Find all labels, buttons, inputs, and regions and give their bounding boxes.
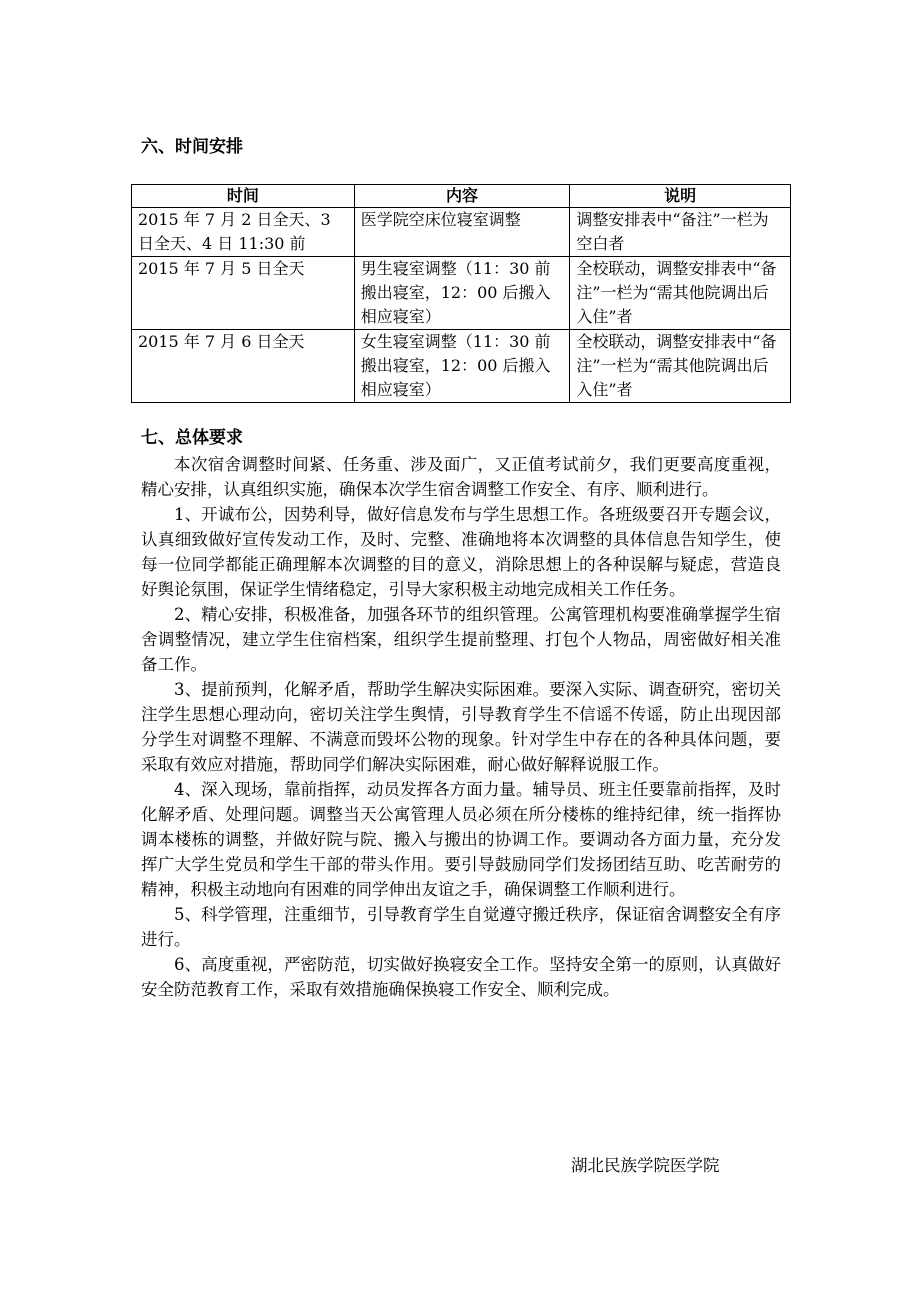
cell-description: 全校联动，调整安排表中“备注”一栏为“需其他院调出后入住”者	[570, 257, 791, 330]
requirements-body	[141, 452, 781, 1002]
section-7-heading: 七、总体要求	[141, 428, 243, 448]
requirement-6: 6、高度重视，严密防范，切实做好换寝安全工作。坚持安全第一的原则，认真做好安全防范教育工作，采取有效措施确保换寝工作安全、顺利完成。	[141, 955, 781, 999]
requirement-5: 5、科学管理，注重细节，引导教育学生自觉遵守搬迁秩序，保证宿舍调整安全有序进行。	[141, 905, 781, 949]
intro-paragraph: 本次宿舍调整时间紧、任务重、涉及面广，又正值考试前夕，我们更要高度重视，精心安排，认真组织实施，确保本次学生宿舍调整工作安全、有序、顺利进行。	[141, 455, 781, 499]
table-row	[132, 257, 791, 330]
schedule-table	[131, 184, 791, 403]
requirement-2: 2、精心安排，积极准备，加强各环节的组织管理。公寓管理机构要准确掌握学生宿舍调整情况，建立学生住宿档案，组织学生提前整理、打包个人物品，周密做好相关准备工作。	[141, 605, 781, 674]
cell-description: 全校联动，调整安排表中“备注”一栏为“需其他院调出后入住”者	[570, 330, 791, 403]
cell-time: 2015 年 7 月 2 日全天、3 日全天、4 日 11:30 前	[132, 208, 355, 257]
cell-time: 2015 年 7 月 5 日全天	[132, 257, 355, 330]
table-header-row	[132, 185, 791, 208]
table-row	[132, 208, 791, 257]
table-row	[132, 330, 791, 403]
header-time: 时间	[132, 185, 355, 208]
requirement-4: 4、深入现场，靠前指挥，动员发挥各方面力量。辅导员、班主任要靠前指挥，及时化解矛盾、处理问题。调整当天公寓管理人员必须在所分楼栋的维持纪律，统一指挥协调本楼栋的调整，并做好院与院、搬入与搬出的协调工作。要调动各方面力量，充分发挥广大学生党员和学生干部的带头作用。要引导鼓励同学们发扬团结互助、吃苦耐劳的精神，积极主动地向有困难的同学伸出友谊之手，确保调整工作顺利进行。	[141, 780, 781, 899]
requirement-1: 1、开诚布公，因势利导，做好信息发布与学生思想工作。各班级要召开专题会议，认真细致做好宣传发动工作，及时、完整、准确地将本次调整的具体信息告知学生，使每一位同学都能正确理解本次调整的目的意义，消除思想上的各种误解与疑虑，营造良好舆论氛围，保证学生情绪稳定，引导大家积极主动地完成相关工作任务。	[141, 505, 781, 599]
section-6-heading: 六、时间安排	[141, 137, 243, 157]
cell-content: 医学院空床位寝室调整	[354, 208, 570, 257]
header-description: 说明	[570, 185, 791, 208]
requirement-3: 3、提前预判，化解矛盾，帮助学生解决实际困难。要深入实际、调查研究，密切关注学生思想心理动向，密切关注学生舆情，引导教育学生不信谣不传谣，防止出现因部分学生对调整不理解、不满意而毁坏公物的现象。针对学生中存在的各种具体问题，要采取有效应对措施，帮助同学们解决实际困难，耐心做好解释说服工作。	[141, 680, 781, 774]
cell-description: 调整安排表中“备注”一栏为空白者	[570, 208, 791, 257]
cell-content: 女生寝室调整（11：30 前搬出寝室，12：00 后搬入相应寝室）	[354, 330, 570, 403]
signature-organization: 湖北民族学院医学院	[571, 1156, 720, 1175]
cell-time: 2015 年 7 月 6 日全天	[132, 330, 355, 403]
cell-content: 男生寝室调整（11：30 前搬出寝室，12：00 后搬入相应寝室）	[354, 257, 570, 330]
header-content: 内容	[354, 185, 570, 208]
